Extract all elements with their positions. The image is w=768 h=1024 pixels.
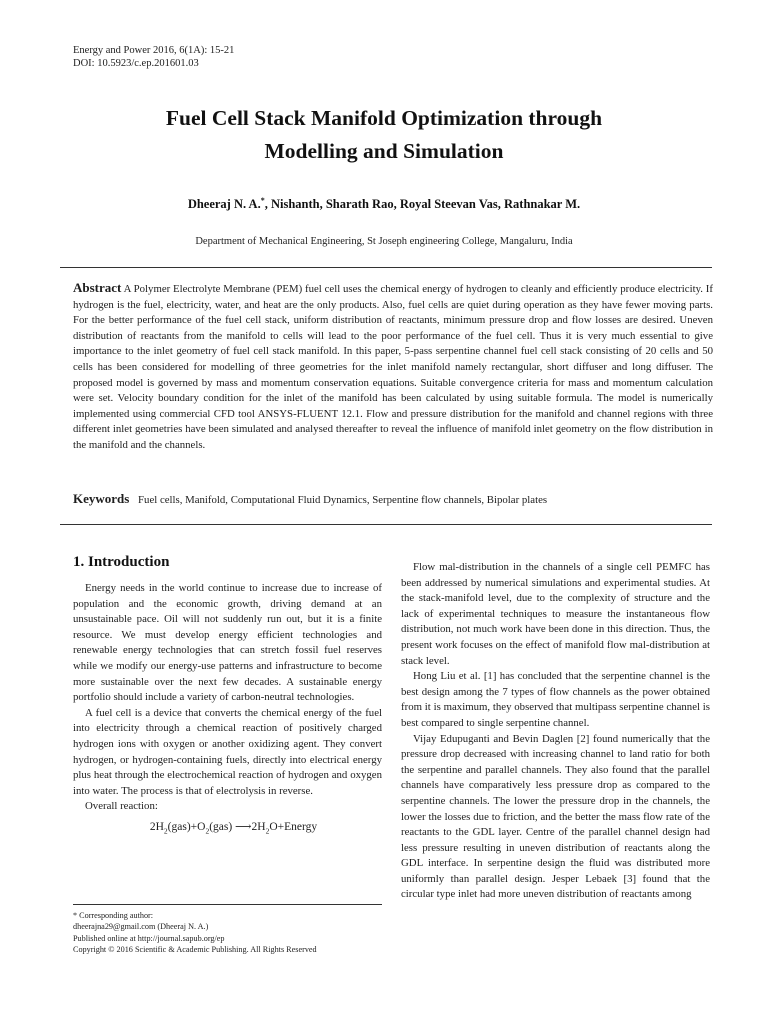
footnote-published: Published online at http://journal.sapub.org/ep: [73, 933, 225, 943]
corresponding-mark: *: [260, 196, 265, 205]
section-heading-introduction: 1. Introduction: [73, 554, 170, 570]
affiliation: Department of Mechanical Engineering, St Joseph engineering College, Mangaluru, India: [195, 236, 573, 247]
journal-citation: Energy and Power 2016, 6(1A): 15-21: [73, 45, 235, 56]
paragraph: Overall reaction:: [85, 800, 158, 813]
author-list: [60, 196, 708, 212]
abstract-text: A Polymer Electrolyte Membrane (PEM) fuel cell uses the chemical energy of hydrogen to cleanly and efficiently produce electricity. If hydrogen is the fuel, electricity, water, and heat are the only products. Also, fuel cells are quiet during operation as they have fewer moving parts. For the better performance of the fuel cell stack, uniform distribution of reactants, minimum pressure drop and flow losses are desired. Uneven distribution of reactants from the manifold to cells will lead to the poor performance of the fuel cell. Thus it is very much essential to give importance to the inlet geometry of fuel cell stack manifold. In this paper, 5-pass serpentine channel fuel cell stack consisting of 20 cells and 50 cells has been considered for modelling of three geometries for the inlet manifold namely rectangular, short diffuser and long diffuser. The proposed model is governed by mass and momentum conservation equations. Suitable convergence criteria for mass and momentum calculation were set. Velocity boundary condition for the inlet of the manifold has been calculated by using suitable formula. The model is numerically implemented using commercial CFD tool ANSYS-FLUENT 12.1. Flow and pressure distribution for the manifold and channel regions with three different inlet geometries have been simulated and analysed thereafter to reveal the influence of manifold inlet geometry on the flow distribution in the manifold and the channels.: [73, 283, 713, 451]
column-left: [73, 552, 382, 839]
keywords-text: Fuel cells, Manifold, Computational Fluid Dynamics, Serpentine flow channels, Bipolar plates: [138, 494, 548, 506]
eq-sub: 2: [205, 826, 210, 836]
column-right: [401, 560, 710, 903]
abstract: [73, 280, 713, 454]
keywords: [73, 491, 713, 507]
first-author: Dheeraj N. A.: [187, 197, 261, 212]
divider-top: [60, 267, 712, 268]
paragraph: Energy needs in the world continue to increase due to increase of population and the economic growth, driving demand at an unsustainable pace. Oil will not suddenly run out, but it is a finite resource. We must develop energy efficient technologies and renewable energy technologies that can stretch fossil fuel reserves while we modify our energy-use patterns and infrastructure to become more sustainable over the next few decades. A sustainable energy portfolio should include a variety of carbon-neutral technologies.: [73, 582, 382, 704]
footnote-copyright: Copyright © 2016 Scientific & Academic Publishing. All Rights Reserved: [73, 944, 317, 954]
paragraph: Vijay Edupuganti and Bevin Daglen [2] found numerically that the pressure drop decreased with increasing channel to land ratio for both the serpentine and parallel channels. They also found that the parallel channels have comparatively less pressure drop as compared to the serpentine channels. The lower the pressure drop in the channels, the lower the losses due to friction, and the better the mass flow rate of the reactants to the GDL layer. Centre of the parallel channel design had less pressure resulting in uneven distribution of reactants along the GDL interface. In serpentine design the fluid was distributed more uniformly than parallel design. Jesper Lebaek [3] found that the circular type inlet had more uneven distribution of reactants among: [401, 732, 710, 901]
doi: DOI: 10.5923/c.ep.201601.03: [73, 58, 199, 69]
abstract-label: Abstract: [73, 280, 122, 295]
other-authors: , Nishanth, Sharath Rao, Royal Steevan Vas, Rathnakar M.: [264, 197, 581, 212]
paragraph: Hong Liu et al. [1] has concluded that the serpentine channel is the best design among the 7 types of flow channels as the power obtained from it is maximum, they observed that multipass serpentine channel is best compared to single serpentine channel.: [401, 670, 710, 729]
eq-part: 2H: [149, 820, 164, 833]
paragraph: A fuel cell is a device that converts the chemical energy of the fuel into electricity through a chemical reaction of positively charged hydrogen ions with oxygen or another oxidizing agent. They convert hydrogen, or hydrogen-containing fuels, directly into electrical energy plus heat through the electrochemical reaction of hydrogen and oxygen into water. The process is that of electrolysis in reverse.: [73, 706, 382, 797]
footnote-corresponding: * Corresponding author:: [73, 911, 154, 920]
divider-bottom: [60, 524, 712, 525]
eq-part: (gas) ⟶2H: [209, 820, 266, 833]
title-line-2: Modelling and Simulation: [264, 139, 504, 163]
footnote-divider: [73, 904, 382, 905]
footnote-email: dheerajna29@gmail.com (Dheeraj N. A.): [73, 922, 209, 932]
keywords-label: Keywords: [73, 491, 130, 506]
journal-header: [73, 44, 234, 70]
eq-sub: 2: [163, 826, 168, 836]
eq-sub: 2: [265, 826, 270, 836]
paper-title: [60, 102, 708, 168]
footnotes: [73, 910, 382, 955]
eq-part: (gas)+O: [167, 820, 206, 833]
eq-part: O+Energy: [269, 820, 318, 833]
reaction-equation: [73, 820, 382, 839]
title-line-1: Fuel Cell Stack Manifold Optimization through: [165, 106, 603, 130]
paragraph: Flow mal-distribution in the channels of a single cell PEMFC has been addressed by numerical simulations and experimental studies. At the stack-manifold level, due to the complexity of structure and the lack of experimental techniques to measure the instantaneous flow distribution, not much work have been done in this direction. Thus, the present work focuses on the effect of manifold flow mal-distribution at stack level.: [401, 561, 710, 667]
